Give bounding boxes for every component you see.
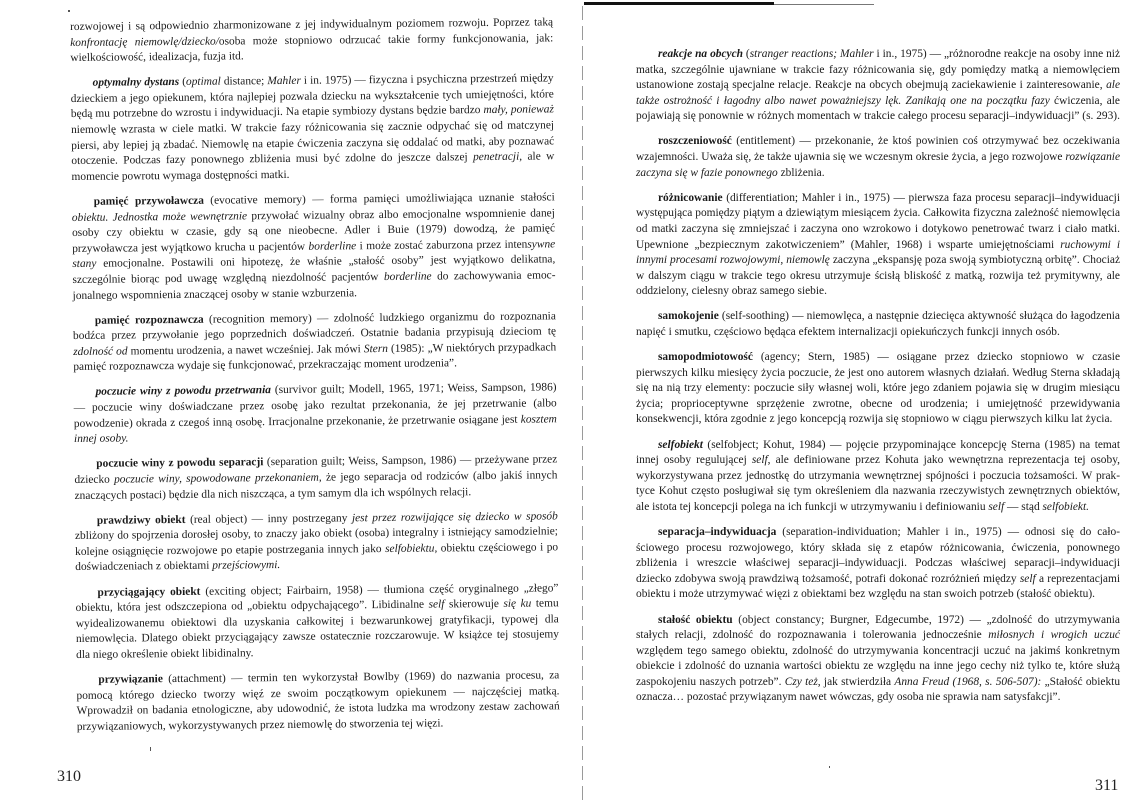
entry-text: i może zostać zaburzona przez inten (356, 238, 528, 252)
emphasis-text: ruchowymi i innymi procesami rozwojowymi, niemowlę (636, 238, 1120, 267)
entry-text: ( (179, 76, 187, 89)
entry-text: temu wyidealizowanemu obiektowi dla uzyskania całkowitej i bezwarunkowej gratyfikacji, typowej dla niemowlęcia. Dlatego obiekt przyciągający zawsze ostatecznie rozczarowuje. W książce tej stosujemy dla niego określenie obiekt libidinalny. (75, 597, 559, 661)
emphasis-text: się ku (503, 597, 532, 610)
entry-text: i in. 1975) — fizyczna i psychiczna przestrzeń między dzieckiem a jego opiekunem, która najlepiej pozwala dziecku na wykształcenie tych umiejętności, które będą mu potrzebne do wzrostu i indywiduacji. Na etapie symbiozy dystans będzie bardzo (70, 72, 554, 121)
scan-speck (68, 10, 70, 12)
glossary-entry (636, 350, 1120, 428)
entry-text: (entitlement) — przekonanie, że ktoś powinien coś otrzymywać bez oczekiwania wzajemności. Uważa się, że także ujawnia się we wczesnym okresie życia, a jego rozwojowe (636, 135, 1120, 164)
emphasis-text: miłosnych i wrogich uczuć (988, 629, 1120, 642)
glossary-entry (636, 438, 1120, 516)
entry-text: — stąd (1004, 500, 1043, 513)
emphasis-text: poczucie winy, spowodowane przekonaniem (114, 471, 319, 486)
entry-text: (agency; Stern, 1985) — osiągane przez dziecko stopniowo w czasie pierwszych kilku miesięcy życia poczucie, że jest ono autorem własnych działań. Według Sterna składają się na nią trzy elementy: poczucie siły własnej woli, które jego zdaniem pojawia się w drugim miesiącu życia; proprioceptywne sprzężenie zwrotne, obecne od urodzenia; i umiejętność przewidywania konsekwencji, która zgodnie z jego koncepcją rozwija się stopniowo w ciągu pierwszych kilku lat życia. (636, 351, 1120, 426)
glossary-entry (636, 525, 1120, 603)
entry-term: separacja–indywiduacja (658, 526, 777, 539)
right-page-text (636, 47, 1120, 716)
entry-text: (evocative memory) — forma pamięci umożliwiająca uznanie stałości (203, 191, 555, 207)
entry-text: względem tego samego obiektu, zdolność do utrzymywania koncentracji uczuć na jakimś konkretnym obiekcie i zdolność do uznania wartości obiektu ze względu na inne jego cechy niż tylko te, które służą zaspokojeniu naszych potrzeb”. (636, 644, 1120, 688)
emphasis-text: zdolność od (73, 345, 128, 358)
emphasis-text: konfrontację niemowlę/dziecko/ (70, 35, 219, 49)
glossary-entry (75, 581, 559, 664)
glossary-entry (74, 381, 558, 448)
entry-text: emocjonalne. Postawili oni hipotezę, że właśnie „stałość osoby” jest wyjątkowo delikatna, szczególnie biorąc pod uwagę względną niezdolność pacjentów (72, 253, 556, 286)
right-page (582, 0, 1145, 800)
emphasis-text: penetracji (472, 150, 520, 164)
emphasis-text: borderline (383, 270, 432, 283)
emphasis-text: self (1019, 572, 1036, 585)
entry-term: stałość obiektu (658, 613, 733, 626)
page-number-right: 311 (1095, 777, 1119, 794)
glossary-entry (75, 509, 559, 576)
entry-term: roszczeniowość (658, 135, 732, 148)
glossary-entry (71, 72, 555, 186)
emphasis-text: borderline (308, 239, 357, 253)
emphasis-text: selfobiektu (385, 542, 435, 555)
glossary-entry (636, 613, 1120, 707)
glossary-entry (636, 309, 1120, 340)
entry-text: (differentiation; Mahler i in., 1975) — pierwsza faza procesu separacji–indywiduacji występująca pomiędzy piątym a dziewiątym miesiącem życia. Całkowita fizyczna zależność niemowlęcia od matki zaczyna się zmniejszać i zaczyna ono wzrokowo i dotykowo penetrować twarz i ciało matki. Upewnione „bezpiecznym zakotwiczeniem” (Mahler, 1968) i wsparte umiejętnościami (636, 191, 1120, 251)
entry-text: zaczyna „ekspansję poza swoją symbiotyczną orbitę”. Chociaż w dalszym ciągu w trakcie tego okresu utrzymuje ścisłą bliskość z matką, rozwija też prymitywny, ale oddzielony, cielesny obraz samego siebie. (636, 254, 1121, 298)
glossary-entry (74, 453, 557, 504)
entry-text: „Stałość obiektu oznacza… pozostać przywiązanym nawet wówczas, gdy osoba nie sprawia nam satysfakcji”. (636, 675, 1121, 704)
glossary-entry (73, 309, 557, 376)
scan-speck (829, 766, 830, 768)
emphasis-text: przejściowymi. (212, 559, 281, 573)
entry-term: reakcje na obcych (658, 48, 743, 60)
entry-text: , że jego separacja od rodziców (albo jakiś innych znaczących postaci) będzie dla nich niszcząca, a tym samym dla ich wspólnych relacji. (74, 469, 558, 502)
emphasis-text: jest przez rozwijające się dziecko w sposób (351, 509, 558, 524)
entry-text: (real object) — inny postrzegany (185, 511, 352, 526)
entry-text: (exciting object; Fairbairn, 1958) — tłumiona część oryginalnego „złego” obiektu, która jest odszczepiona od „obiektu odpychającego”. Libidinalne (75, 581, 559, 615)
page-number-left: 310 (57, 768, 81, 785)
entry-text: (separation-individuation; Mahler i in., 1975) — odnosi się do całościowego procesu rozwojowego, który składa się z etapów różnicowania, ćwiczenia, ponownego zbliżenia i wreszcie właściwej separacji–indywiduacji. Podczas właściwej separacji–indywiduacji dziecko zdobywa swoją prawdziwą tożsamość, potrafi dokonać rozróżnień między (636, 526, 1120, 585)
entry-term: poczucie winy z powodu separacji (96, 456, 264, 471)
entry-text: (object constancy; Burgner, Edgecumbe, 1972) — „zdolność do utrzymywania stałych relacji, zdolność do rozpoznawania i tolerowania jednocześnie (636, 613, 1120, 642)
emphasis-text: Anna Freud (1968, s. 506-507): (894, 675, 1042, 688)
emphasis-text: Czy też, (784, 675, 821, 688)
entry-text: niemowlę wzrasta w ciele matki. W trakcie fazy różnicowania się zacznie odpychać się od matczynej piersi, aby lepiej ją zbadać. Niemowlę na etapie ćwiczenia zaczyna się oddalać od matki, aby poznawać otoczenie. Podczas fazy ponownego zbliżenia musi być zdolne do jeszcze dalszej (70, 119, 555, 168)
emphasis-text: mały, ponieważ (483, 103, 554, 117)
entry-term: prawdziwy obiekt (96, 513, 186, 527)
glossary-entry (636, 134, 1120, 181)
entry-text: rozwojowej i są odpowiednio zharmonizowane z jej indywidualnym poziomem rozwoju. Poprzez taką (70, 16, 554, 33)
entry-text: , ale definiowane przez Kohuta jako wewnętrzna reprezentacja tej osoby, wykorzystywana przez jednostkę do utrzymania wewnętrznej spójności i poczucia tożsamości. W praktyce Kohut często posługiwał się tym określeniem dla nazwania rzeczywistych zewnętrznych obiektów, ale istota tej koncepcji polega na ich funkcji w utrzymywaniu i definiowaniu (636, 454, 1120, 513)
entry-text: ( (742, 48, 750, 60)
glossary-entry (76, 668, 560, 735)
emphasis-text: stranger reactions; (749, 48, 838, 60)
entry-term: przyciągający obiekt (97, 585, 201, 599)
entry-term: pamięć rozpoznawcza (94, 313, 204, 327)
emphasis-text: self (751, 454, 768, 467)
entry-text: zbliżony do spojrzenia dorosłej osoby, to znaczy jako obiekt (osoba) integralny i istniejący samodzielnie; kolejne osiągnięcie rozwojowe po etapie postrzegania innych jako (74, 525, 558, 558)
entry-term: pamięć przywoławcza (93, 194, 204, 208)
entry-text: distance; (220, 75, 268, 88)
entry-text: skierowuje (444, 597, 504, 611)
entry-term: poczucie winy z powodu przetrwania (95, 384, 271, 399)
emphasis-text: Stern (363, 342, 388, 355)
entry-text: (selfobject; Kohut, 1984) — pojęcie przypominające koncepcję Sterna (1985) na temat innej osoby regulującej (636, 438, 1120, 467)
entry-term: samokojenie (658, 310, 719, 323)
left-page-text (70, 15, 560, 744)
entry-term: różnicowanie (658, 191, 723, 204)
entry-text: osoba może stopniowo odrzucać takie formy funkcjonowania, jak: wielkościowość, idealizacja, fuzja itd. (70, 31, 554, 65)
entry-term: samopodmiotowość (658, 351, 753, 364)
entry-term: selfobiekt (658, 438, 703, 451)
entry-text: do zachowywania emocjonalnego wspomnienia znaczącej osoby w stanie wzburzenia. (72, 269, 556, 302)
entry-text: (separation guilt; Weiss, Sampson, 1986) — przeżywane przez dziecko (74, 453, 558, 486)
emphasis-text: self (988, 500, 1005, 513)
emphasis-text: Mahler (267, 75, 301, 88)
entry-text: (survivor guilt; Modell, 1965, 1971; Weiss, Sampson, 1986) — poczucie winy doświadczane przez osobę jako rezultat przekonania, że jej przetrwanie (albo powodzenie) okrada z czegoś inną osobę. Irracjonalne przekonanie, że przetrwanie osiągane jest (73, 381, 557, 430)
entry-text: (attachment) — termin ten wykorzystał Bowlby (1969) do nazwania procesu, za pomocą którego dziecko tworzy więź ze swoim początkowym opiekunem — najczęściej matką. Wprowadził on badania etnologiczne, aby udowodnić, że istota ludzka ma wrodzony zestaw zachowań przywiązaniowych, wykorzystywanych przez niemowlę do stworzenia tej więzi. (76, 669, 560, 733)
entry-text: (recognition memory) — zdolność ludzkiego organizmu do rozpoznania bodźca przez przywołanie jego poprzednich doświadczeń. Ostatnie badania przypisują dzieciom tę (72, 309, 557, 343)
scan-speck (150, 747, 151, 751)
entry-text: zbliżenia. (777, 166, 825, 179)
entry-text: (self-soothing) — niemowlęca, a następnie dziecięca aktywność służąca do łagodzenia napięć i smutku, częściowo będąca efektem internalizacji opiekuńczych funkcji innych osób. (636, 310, 1120, 338)
emphasis-text: Mahler (840, 48, 874, 60)
emphasis-text: obiektu. Jednostka może wewnętrznie (71, 209, 248, 224)
emphasis-text: ale także ostrożność i łagodny albo nawet poważniejszy lęk. Zanikają one na początku fazy (636, 79, 1120, 107)
entry-term: przywiązanie (98, 673, 163, 686)
entry-text: przywołać wizualny obraz albo emocjonalne wspomnienie danej osoby czy obiektu w czasie, gdy są one nieobecne. Adler i Buie (1979) dowodzą, że pamięć przywoławcza jest wyjątkowo krucha u pacjentów (71, 206, 556, 255)
emphasis-text: self (428, 598, 445, 611)
emphasis-text: kosztem innej osoby. (73, 413, 557, 446)
entry-text: momentu urodzenia, a nawet wcześniej. Jak mówi (127, 342, 364, 358)
emphasis-text: optimal (185, 75, 221, 89)
entry-text: a reprezentacjami obiektu i może utrzymywać więzi z obiektami bez względu na stan swoich potrzeb (stałość obiektu). (636, 572, 1120, 601)
entry-text: (1985): „W niektórych przypadkach pamięć rozpoznawcza wydaje się funkcjonować, przekraczając moment urodzenia”. (73, 341, 557, 374)
emphasis-text: rozwiązanie zaczyna się w fazie ponownego (636, 151, 1120, 179)
entry-text: i in., 1975) — „różnorodne reakcje na osoby inne niż matka, szczególnie ujawniane w trakcie fazy różnicowania się, gdy pomiędzy matką a niemowlęciem ustanowione zostają specjalne relacje. Reakcje na obcych obejmują zaciekawienie i zainteresowanie, (636, 48, 1120, 92)
entry-text: , ale w momencie powrotu wymaga dostępności matki. (71, 150, 555, 183)
glossary-entry (72, 190, 556, 304)
continued-paragraph (70, 15, 553, 66)
entry-text: , obiektu częściowego i po doświadczeniach z obiektami (75, 541, 559, 574)
emphasis-text: sywne stany (72, 238, 556, 271)
entry-text: jak stwierdziła (820, 675, 895, 688)
glossary-entry (636, 47, 1120, 125)
glossary-entry (636, 191, 1120, 300)
entry-term: optymalny dystans (92, 76, 180, 90)
emphasis-text: selfobiekt. (1042, 500, 1089, 513)
entry-text: ćwiczenia, ale pojawiają się ponownie w różnych momentach w trakcie całego procesu separacji–indywiduacji” (s. 293). (636, 94, 1120, 123)
